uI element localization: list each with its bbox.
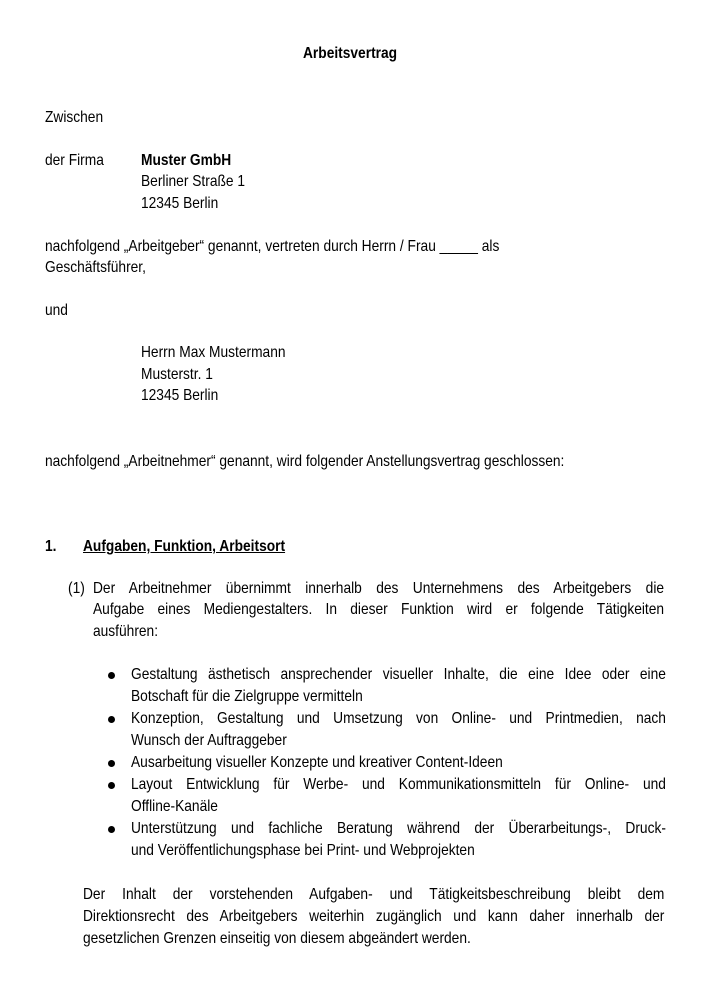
employer-clause-line2: Geschäftsführer,: [45, 259, 146, 276]
bullet-item-line: Gestaltung ästhetisch ansprechender visueller Inhalte, die eine Idee oder eine: [131, 666, 666, 683]
bullet-item-line: Botschaft für die Zielgruppe vermitteln: [131, 688, 363, 705]
section-heading: Aufgaben, Funktion, Arbeitsort: [83, 538, 286, 555]
employer-name: Muster GmbH: [141, 152, 232, 169]
paragraph-line: ausführen:: [93, 623, 159, 640]
bullet-item-line: Offline-Kanäle: [131, 798, 218, 815]
closing-line: Direktionsrecht des Arbeitgebers weiterhin zugänglich und kann daher innerhalb der: [83, 908, 665, 925]
closing-line: gesetzlichen Grenzen einseitig von diesem abgeändert werden.: [83, 930, 471, 947]
bullet-item-line: Ausarbeitung visueller Konzepte und kreativer Content-Ideen: [131, 754, 503, 771]
employee-name: Herrn Max Mustermann: [141, 344, 286, 361]
section-number: 1.: [45, 538, 57, 555]
bullet-dot: [108, 782, 115, 789]
employer-street: Berliner Straße 1: [141, 173, 246, 190]
bullet-dot: [108, 672, 115, 679]
employee-clause: nachfolgend „Arbeitnehmer“ genannt, wird folgender Anstellungsvertrag geschlossen:: [45, 453, 565, 470]
paragraph-line: Der Arbeitnehmer übernimmt innerhalb des Unternehmens des Arbeitgebers die: [93, 580, 665, 597]
paragraph-number: (1): [68, 580, 85, 597]
bullet-dot: [108, 826, 115, 833]
bullet-item-line: Wunsch der Auftraggeber: [131, 732, 287, 749]
between-label: Zwischen: [45, 109, 104, 126]
employee-street: Musterstr. 1: [141, 366, 213, 383]
bullet-dot: [108, 716, 115, 723]
document-title: Arbeitsvertrag: [303, 45, 398, 62]
bullet-item-line: Konzeption, Gestaltung und Umsetzung von Online- und Printmedien, nach: [131, 710, 666, 727]
bullet-item-line: und Veröffentlichungsphase bei Print- und Webprojekten: [131, 842, 475, 859]
bullet-item-line: Layout Entwicklung für Werbe- und Kommunikationsmitteln für Online- und: [131, 776, 666, 793]
employer-city: 12345 Berlin: [141, 195, 219, 212]
employer-clause-line1: nachfolgend „Arbeitgeber“ genannt, vertreten durch Herrn / Frau _____ als: [45, 238, 500, 255]
employee-city: 12345 Berlin: [141, 387, 219, 404]
paragraph-line: Aufgabe eines Mediengestalters. In dieser Funktion wird er folgende Tätigkeiten: [93, 601, 665, 618]
and-label: und: [45, 302, 68, 319]
closing-line: Der Inhalt der vorstehenden Aufgaben- und Tätigkeitsbeschreibung bleibt dem: [83, 886, 665, 903]
bullet-item-line: Unterstützung und fachliche Beratung während der Überarbeitungs-, Druck-: [131, 820, 666, 837]
bullet-dot: [108, 760, 115, 767]
employer-label: der Firma: [45, 152, 104, 169]
